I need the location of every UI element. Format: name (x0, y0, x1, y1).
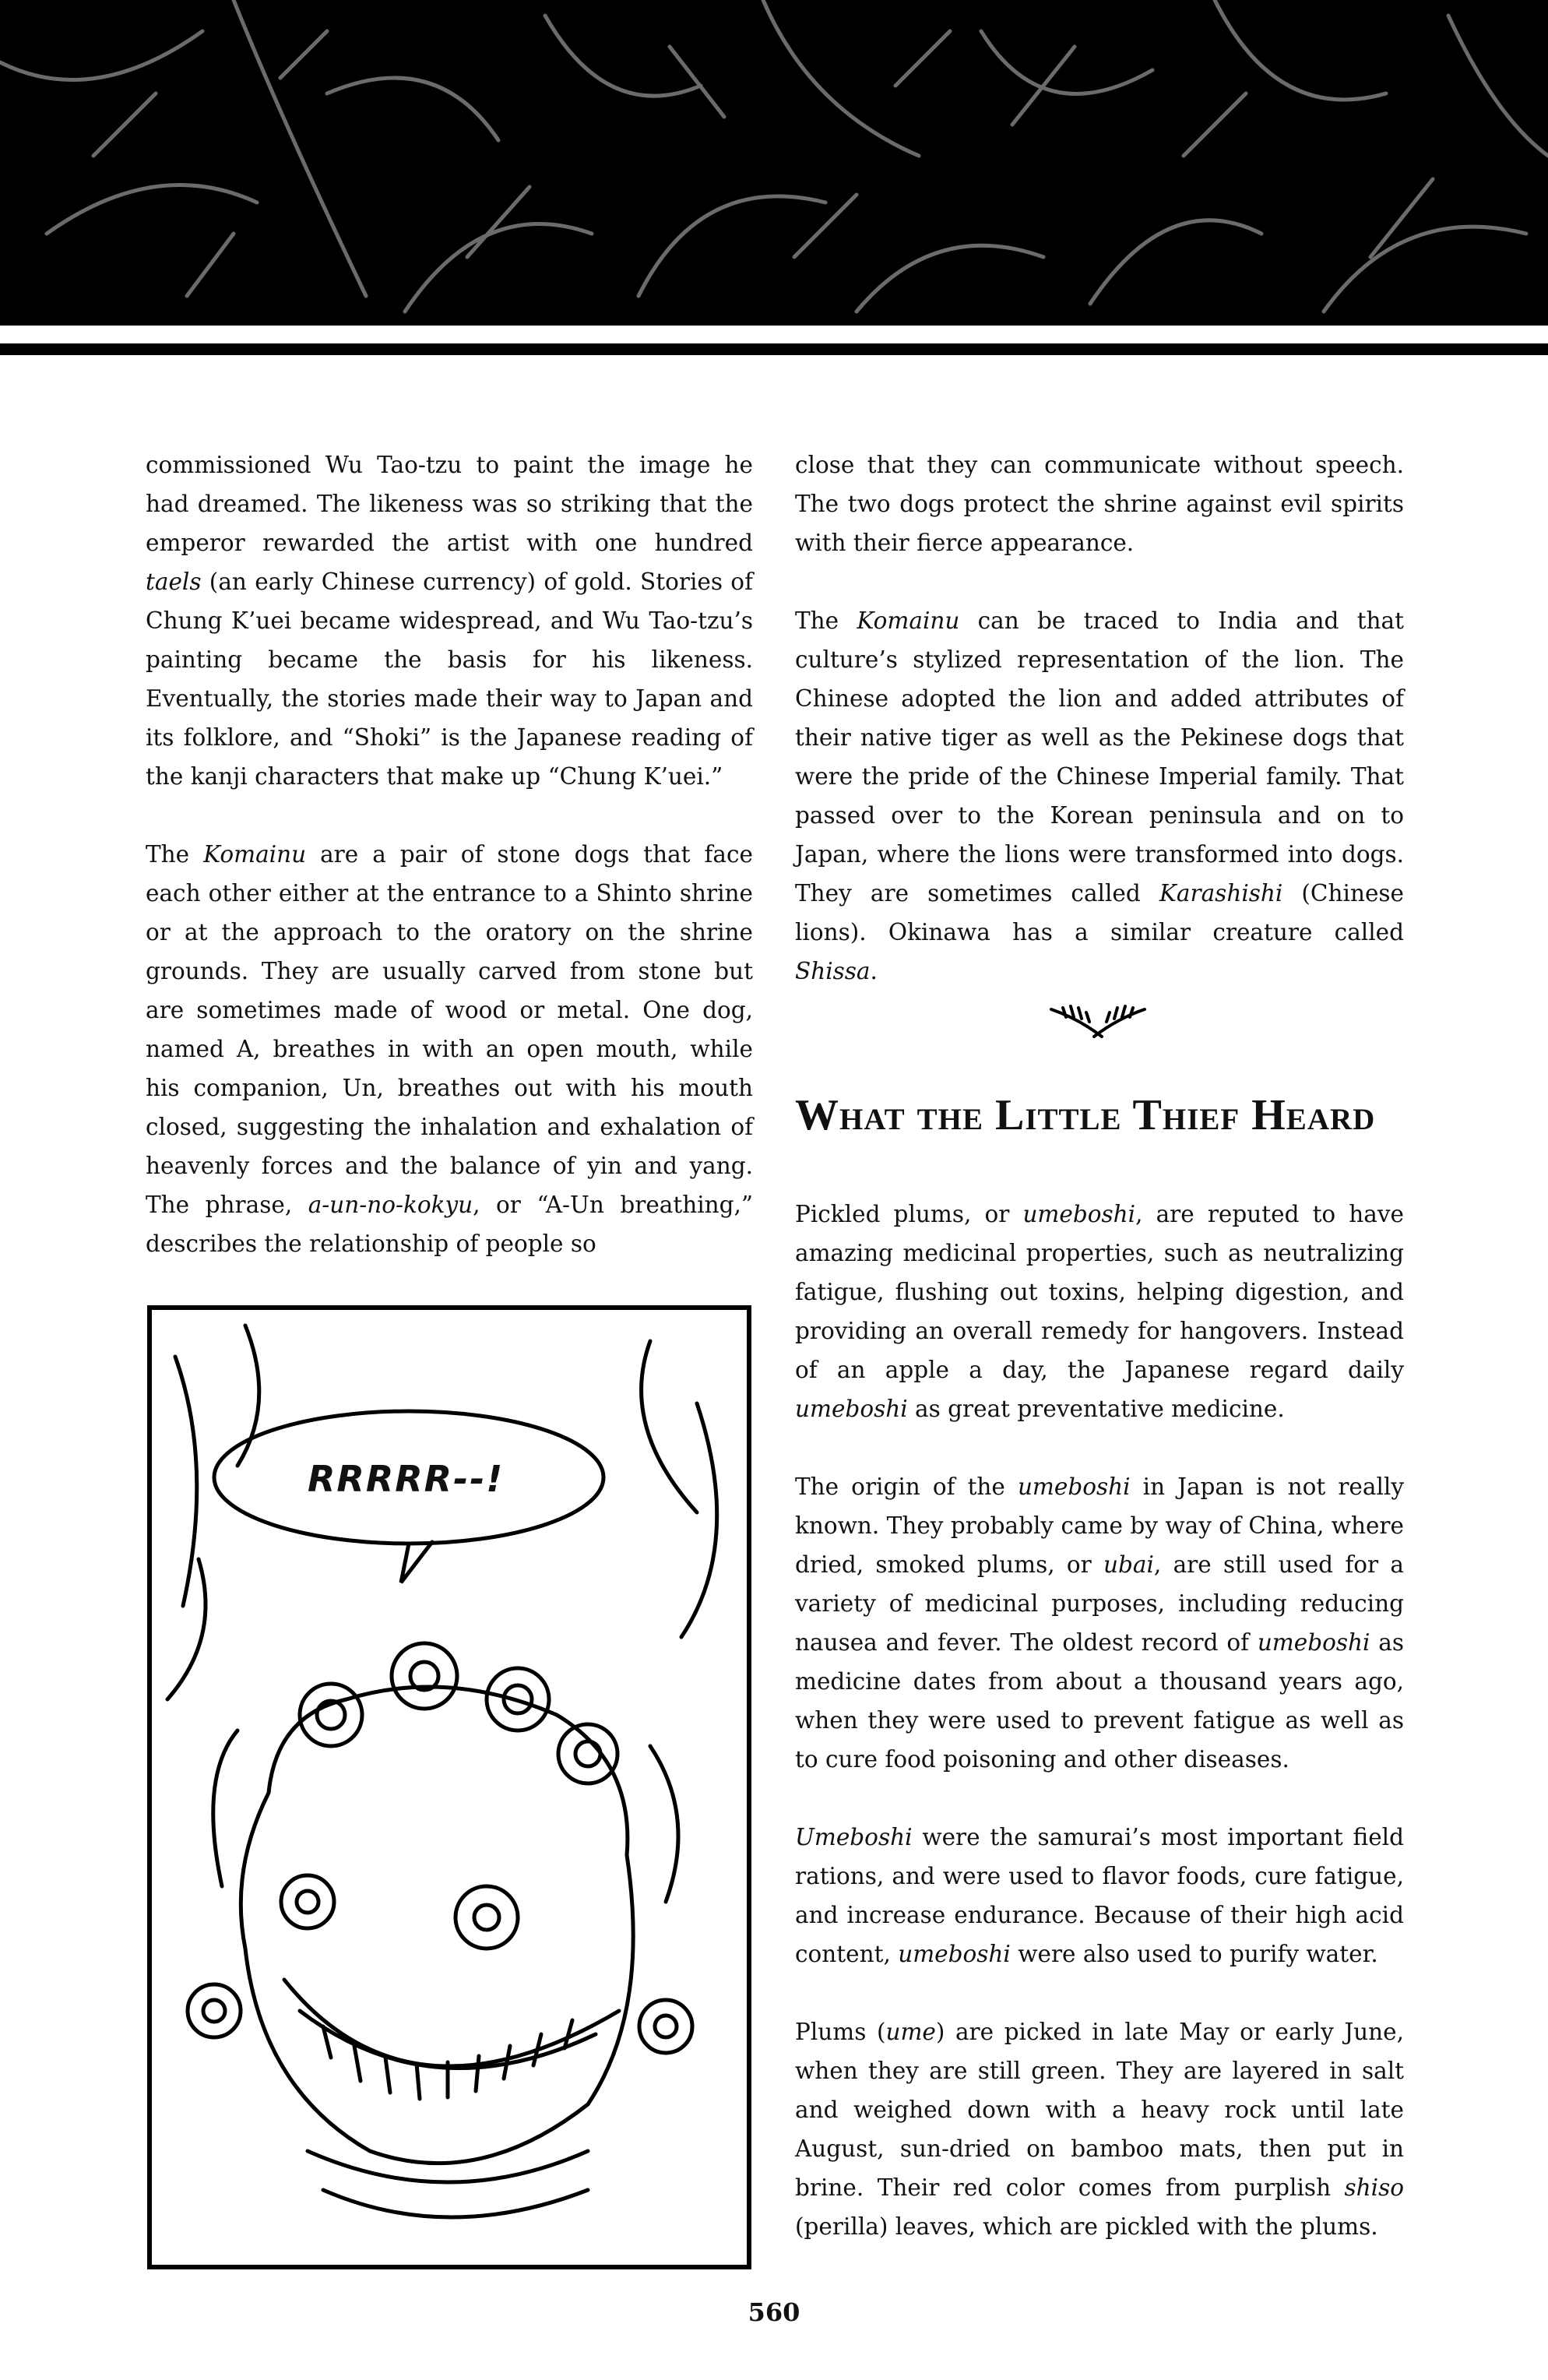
italic-term: ume (885, 2019, 936, 2045)
italic-term: umeboshi (795, 1396, 908, 1422)
speech-bubble-text: RRRRR--! (308, 1458, 505, 1500)
text-run: , are reputed to have amazing medicinal properties, such as neutralizing fatigue, flushing out toxins, helping digestion, and providing an overall remedy for hangovers. Instead of an apple a day, the Japanese regard daily (795, 1201, 1404, 1383)
text-run: close that they can communicate without speech. The two dogs protect the shrine against evil spirits with their fierce appearance. (795, 452, 1404, 556)
italic-term: a-un-no-kokyu (308, 1192, 473, 1218)
paragraph (795, 1467, 1404, 1779)
italic-term: umeboshi (898, 1941, 1011, 1967)
text-run: The (795, 607, 857, 634)
text-run: The (146, 841, 204, 868)
left-column (146, 445, 753, 1302)
paragraph (146, 835, 753, 1263)
text-run: (perilla) leaves, which are pickled with the plums. (795, 2213, 1378, 2240)
italic-term: shiso (1344, 2174, 1404, 2201)
decorative-branch-banner (0, 0, 1548, 326)
text-run: , or “A-Un breathing,” describes the relationship of people so (146, 1192, 754, 1257)
text-run: as medicine dates from about a thousand years ago, when they were used to prevent fatigue as well as to cure food poisoning and other diseases. (795, 1629, 1405, 1773)
right-column-top (795, 445, 1404, 1030)
italic-term: Shissa (795, 958, 871, 984)
komainu-illustration (147, 1305, 751, 2269)
text-run: , are still used for a variety of medicinal purposes, including reducing nausea and fever. The oldest record of (795, 1551, 1404, 1656)
text-run: in Japan is not really known. They probably came by way of China, where dried, smoked plums, or (795, 1473, 1405, 1578)
paragraph (795, 2012, 1404, 2246)
text-run: (Chinese lions). Okinawa has a similar creature called (795, 880, 1404, 945)
paragraph (795, 601, 1404, 991)
paragraph (146, 445, 753, 796)
italic-term: ubai (1103, 1551, 1154, 1578)
italic-term: Komainu (203, 841, 307, 868)
italic-term: Karashishi (1159, 880, 1283, 907)
text-run: were also used to purify water. (1010, 1941, 1378, 1967)
italic-term: umeboshi (1022, 1201, 1136, 1227)
header-rule (0, 343, 1548, 355)
paragraph (795, 1818, 1404, 1973)
text-run: as great preventative medicine. (907, 1396, 1285, 1422)
text-run: The origin of the (795, 1473, 1018, 1500)
italic-term: Komainu (857, 607, 960, 634)
text-run: ) are picked in late May or early June, when they are still green. They are layered in salt and weighed down with a heavy rock until late August, sun-dried on bamboo mats, then put in brine. Their red color comes from purplish (795, 2019, 1404, 2201)
italic-term: taels (146, 569, 202, 595)
paragraph (795, 1195, 1404, 1428)
branch-pattern-icon (0, 0, 1548, 326)
komainu-drawing-icon (152, 1310, 747, 2265)
text-run: can be traced to India and that culture’s stylized representation of the lion. The Chinese adopted the lion and added attributes of their native tiger as well as the Pekinese dogs that were the pride of the Chinese Imperial family. That passed over to the Korean peninsula and on to Japan, where the lions were transformed into dogs. They are sometimes called (795, 607, 1404, 907)
text-run: are a pair of stone dogs that face each other either at the entrance to a Shinto shrine or at the approach to the oratory on the shrine grounds. They are usually carved from stone but are sometimes made of wood or metal. One dog, named A, breathes in with an open mouth, while his companion, Un, breathes out with his mouth closed, suggesting the inhalation and exhalation of heavenly forces and the balance of yin and yang. The phrase, (146, 841, 753, 1218)
text-run: (an early Chinese currency) of gold. Stories of Chung K’uei became widespread, and Wu Tao-tzu’s painting became the basis for his likeness. Eventually, the stories made their way to Japan and its folklore, and “Shoki” is the Japanese reading of the kanji characters that make up “Chung K’uei.” (146, 569, 753, 790)
italic-term: umeboshi (1257, 1629, 1370, 1656)
text-run: commissioned Wu Tao-tzu to paint the image he had dreamed. The likeness was so striking that the emperor rewarded the artist with one hundred (146, 452, 753, 556)
text-run: were the samurai’s most important field rations, and were used to flavor foods, cure fatigue, and increase endurance. Because of their high acid content, (795, 1824, 1404, 1967)
paragraph (795, 445, 1404, 562)
section-heading: What the Little Thief Heard (795, 1091, 1376, 1139)
italic-term: umeboshi (1017, 1473, 1131, 1500)
page-number: 560 (748, 2297, 800, 2327)
text-run: Plums ( (795, 2019, 886, 2045)
right-column-bottom (795, 1195, 1404, 2285)
text-run: . (870, 958, 878, 984)
italic-term: Umeboshi (795, 1824, 913, 1850)
text-run: Pickled plums, or (795, 1201, 1023, 1227)
fern-ornament-icon (1036, 1002, 1160, 1040)
